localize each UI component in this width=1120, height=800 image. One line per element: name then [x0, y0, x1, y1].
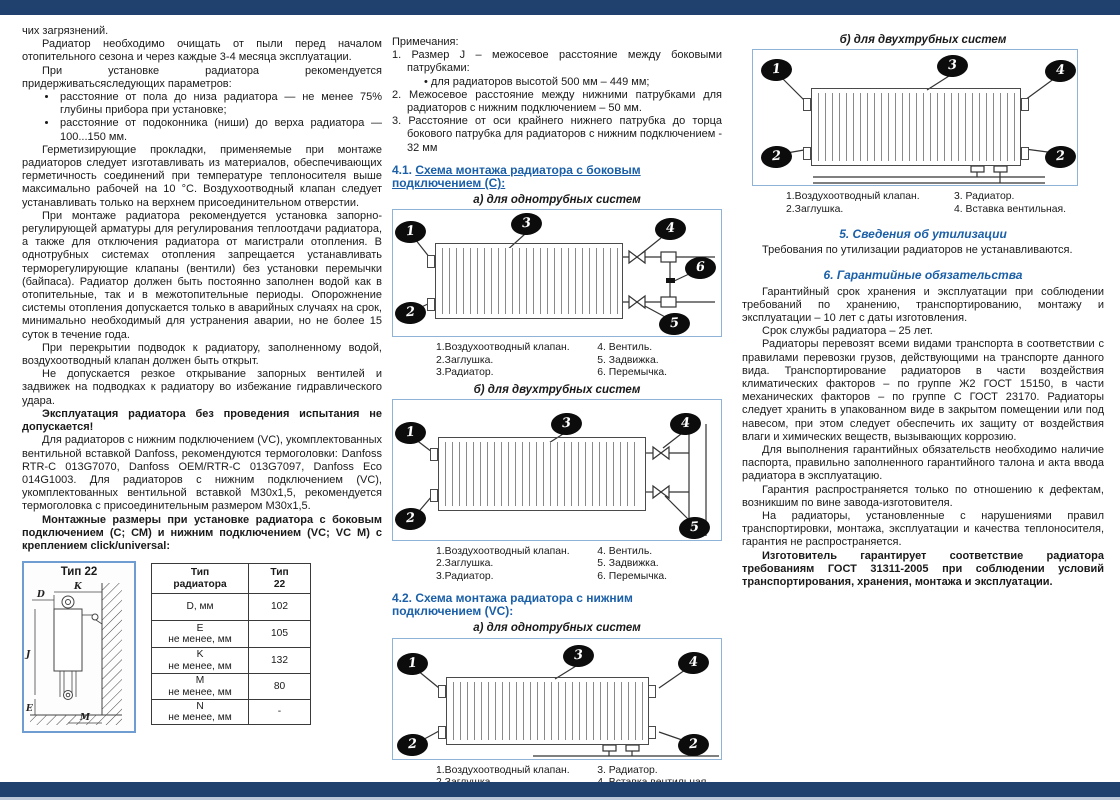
legend-item: 2.Заглушка. — [786, 203, 844, 215]
pipe-stub — [803, 98, 811, 111]
legend-item: 1.Воздухоотводный клапан. — [436, 545, 570, 557]
callout-badge: 3 — [936, 54, 968, 78]
legend-item: 3.Радиатор. — [436, 570, 494, 582]
callout-badge: 5 — [658, 312, 690, 336]
paragraph: Гарантия распространяется только по отношению к дефектам, возникшим по вине завода-изготовителя. — [742, 483, 1104, 509]
callout-badge: 4 — [654, 217, 686, 241]
legend-42b — [786, 191, 1104, 216]
callout-badge: 1 — [394, 220, 426, 244]
paragraph: При установке радиатора рекомендуется придерживатьсяследующих параметров: — [22, 64, 382, 90]
note-sub-item: • для радиаторов высотой 500 мм – 449 мм; — [392, 76, 722, 89]
legend-item: 4. Вентиль. — [597, 342, 653, 354]
pipe-stub — [1021, 147, 1029, 160]
pipe-stub — [427, 255, 435, 268]
pipe-stub — [438, 685, 446, 698]
table-row-name: D, мм — [152, 594, 249, 621]
callout-badge: 4 — [669, 412, 701, 436]
legend-item: 5. Задвижка. — [597, 354, 659, 366]
legend-item: 6. Перемычка. — [597, 570, 668, 582]
callout-badge: 1 — [760, 58, 792, 82]
pipe-stub — [427, 298, 435, 311]
callout-badge: 3 — [562, 644, 594, 668]
subheading-one-pipe-2: а) для однотрубных систем — [473, 622, 641, 635]
type22-drawing — [24, 579, 134, 727]
pipe-stub — [430, 448, 438, 461]
paragraph: Требования по утилизации радиаторов не устанавливаются. — [762, 244, 1073, 257]
legend-item: 3. Радиатор. — [597, 764, 658, 776]
subheading-two-pipe-2: б) для двухтрубных систем — [839, 34, 1007, 46]
paragraph: При монтаже радиатора рекомендуется установка запорно-регулирующей арматуры для регулирования теплоотдачи радиатора, а также для отключения радиатора от магистрали отопления. В однотрубных системах отопления запрещается устанавливать терморегулирующие клапаны (вентили) без установки перемычки (байпаса). Радиатор должен быть постоянно заполнен водой как в отопительные, так и в межотопительные периоды. Опорожнение системы отопления допускается только в аварийных случаях на срок, минимально необходимый для устранения аварии, но не более 15 суток в течение года. — [22, 209, 382, 341]
section-5-title: 5. Сведения об утилизации — [839, 227, 1007, 242]
mount-sizes-heading: Монтажные размеры при установке радиатора с боковым подключением (С; СМ) и нижним подключением (VC; VC M) с креплением click/universal: — [22, 513, 382, 552]
warning-paragraph: Эксплуатация радиатора без проведения испытания не допускается! — [22, 407, 382, 434]
radiator — [435, 243, 623, 319]
dim-label-k: K — [74, 582, 82, 593]
legend-item: 1.Воздухоотводный клапан. — [436, 764, 570, 776]
callout-badge: 3 — [550, 412, 582, 436]
table-row-value: 102 — [249, 594, 310, 621]
section-42-heading: 4.2. Схема монтажа радиатора с нижним подключением (VC): — [392, 591, 633, 619]
table-row-name: M не менее, мм — [152, 674, 249, 700]
table-row-value: 132 — [249, 648, 310, 674]
bullet-item: • расстояние от подоконника (ниши) до верха радиатора — 100...150 мм. — [58, 117, 382, 143]
radiator — [438, 437, 646, 511]
pipe-stub — [648, 685, 656, 698]
pipe-stub — [1021, 98, 1029, 111]
callout-badge: 2 — [394, 507, 426, 531]
subheading-one-pipe: а) для однотрубных систем — [473, 194, 641, 207]
paragraph: На радиаторы, установленные с нарушениями правил транспортировки, монтажа, эксплуатации и качества теплоносителя, гарантия не распространяется. — [742, 510, 1104, 549]
callout-badge: 1 — [394, 421, 426, 445]
callout-badge: 1 — [396, 652, 428, 676]
legend-item: 4. Вентиль. — [597, 545, 653, 557]
section-6-title: 6. Гарантийные обязательства — [823, 268, 1023, 283]
table-row-name: E не менее, мм — [152, 621, 249, 648]
pipe-stub — [648, 726, 656, 739]
right-column — [742, 30, 1104, 589]
callout-badge: 3 — [510, 212, 542, 236]
floor-hatch — [30, 715, 122, 725]
section-41-heading: 4.1. Схема монтажа радиатора с боковым подключением (С): — [392, 162, 641, 191]
legend-item: 2.Заглушка. — [436, 558, 494, 570]
type22-figure — [22, 561, 136, 733]
legend-item: 6. Перемычка. — [597, 367, 668, 379]
diagram-42b-frame — [752, 49, 1078, 186]
legend-41a — [436, 342, 722, 379]
radiator — [811, 88, 1021, 166]
callout-badge: 4 — [677, 651, 709, 675]
callout-badge: 2 — [677, 733, 709, 757]
callout-badge: 5 — [678, 516, 710, 540]
legend-item: 3.Радиатор. — [436, 367, 494, 379]
middle-column — [392, 36, 722, 790]
dim-label-m: M — [80, 713, 90, 724]
bracket-symbol — [92, 614, 98, 620]
table-row-value: - — [277, 706, 282, 718]
table-row-name: N не менее, мм — [152, 700, 249, 724]
bypass-valve-mark — [666, 278, 675, 283]
bullet-list — [22, 91, 382, 144]
manufacturer-guarantee-paragraph: Изготовитель гарантирует соответствие радиатора требованиям ГОСТ 31311-2005 при соблюдении условий транспортирования, хранения, монтажа и эксплуатации. — [742, 549, 1104, 589]
pipe-stub — [438, 726, 446, 739]
wall-hatch — [102, 583, 122, 715]
legend-item: 4. Вставка вентильная. — [954, 203, 1067, 215]
figure-and-table-row — [22, 561, 382, 733]
callout-badge: 2 — [394, 301, 426, 325]
notes-title: Примечания: — [392, 36, 459, 48]
left-column — [22, 25, 382, 733]
table-row-value: 80 — [249, 674, 310, 700]
legend-item: 2.Заглушка. — [436, 354, 494, 366]
mount-dimensions-table — [151, 563, 311, 725]
table-row-value: 105 — [249, 621, 310, 648]
table-header-cell: Тип 22 — [249, 564, 310, 594]
page-bottom-bar — [0, 782, 1120, 797]
legend-item: 1.Воздухоотводный клапан. — [436, 342, 570, 354]
paragraph: чих загрязнений. — [22, 25, 109, 37]
pipe-stub — [430, 489, 438, 502]
paragraph: Герметизирующие прокладки, применяемые при монтаже радиаторов следует изготавливать из материалов, обеспечивающих герметичность соединений при температуре теплоносителя выше максимально рабочей на 10 °С. Воздухоотводный клапан следует устанавливать только на верхнем присоединительном отверстии. — [22, 143, 382, 209]
diagram-41a-frame — [392, 209, 722, 337]
paragraph: Радиаторы перевозят всеми видами транспорта в соответствии с правилами перевозки грузов, действующими на транспорте данного вида. Транспортирование радиаторов в части воздействия климатических факторов – по группе Ж2 ГОСТ 15150, в части механических факторов – по группе С ГОСТ 23170. Радиаторы следует хранить в упакованном виде в закрытом помещении или под навесом, при этом следует обеспечить их защиту от воздействия влаги и химических веществ, вызывающих коррозию. — [742, 338, 1104, 443]
dim-label-d: D — [37, 590, 45, 601]
callout-badge: 2 — [396, 733, 428, 757]
dim-label-j: J — [26, 650, 31, 661]
note-item: 2. Межосевое расстояние между нижними патрубками для радиаторов с нижним подключением – 50 мм. — [392, 88, 722, 115]
table-header-cell: Тип радиатора — [152, 564, 249, 594]
page-top-bar — [0, 0, 1120, 15]
legend-item: 1.Воздухоотводный клапан. — [786, 191, 920, 203]
pipe-stub — [803, 147, 811, 160]
note-item: 3. Расстояние от оси крайнего нижнего патрубка до торца бокового патрубка для радиаторов с нижним подключением - 32 мм — [392, 115, 723, 154]
table-row-name: K не менее, мм — [152, 648, 249, 674]
paragraph: Для радиаторов с нижним подключением (VC), укомплектованных вентильной вставкой Danfoss, рекомендуются термоголовки: Danfoss RTR-C 013G7070, Danfoss OEM/RTR-C 013G7097, Danfoss Eco 014G1003. Для радиаторов с нижним подключением (VC), укомплектованных вентильной вставкой М30х1,5, рекомендуется термоголовка с присоединительным размером М30х1,5. — [22, 434, 382, 513]
legend-item: 3. Радиатор. — [954, 191, 1015, 203]
bullet-item: • расстояние от пола до низа радиатора — не менее 75% глубины прибора при установке; — [58, 91, 382, 117]
callout-badge: 2 — [1044, 145, 1076, 169]
paragraph: Для выполнения гарантийных обязательств необходимо наличие паспорта, правильно заполненного гарантийного талона и акта ввода радиатора в эксплуатацию. — [742, 444, 1104, 483]
note-item: 1. Размер J – межосевое расстояние между боковыми патрубками: — [392, 49, 722, 75]
callout-badge: 4 — [1044, 59, 1076, 83]
paragraph: При перекрытии подводок к радиатору, заполненному водой, воздухоотводный клапан должен быть открыт. — [22, 341, 382, 368]
paragraph: Радиатор необходимо очищать от пыли перед началом отопительного сезона и через каждые 3-4 месяца эксплуатации. — [22, 38, 382, 64]
radiator — [446, 677, 649, 745]
figure-title: Тип 22 — [60, 566, 98, 579]
legend-item: 5. Задвижка. — [597, 558, 659, 570]
callout-badge: 2 — [760, 145, 792, 169]
paragraph: Гарантийный срок хранения и эксплуатации при соблюдении требований по хранению, транспортированию, монтажу и эксплуатации – 10 лет с даты изготовления. — [742, 285, 1104, 325]
callout-badge: 6 — [684, 256, 716, 280]
dim-label-e: E — [26, 704, 33, 715]
subheading-two-pipe: б) для двухтрубных систем — [473, 383, 641, 396]
radiator-profile — [54, 609, 82, 671]
legend-41b — [436, 546, 722, 583]
paragraph: Срок службы радиатора – 25 лет. — [762, 325, 933, 338]
diagram-42a-frame — [392, 638, 722, 760]
diagram-41b-frame — [392, 399, 722, 541]
paragraph: Не допускается резкое открывание запорных вентилей и задвижек на подводках к радиатору во избежание гидравлического удара. — [22, 368, 382, 407]
